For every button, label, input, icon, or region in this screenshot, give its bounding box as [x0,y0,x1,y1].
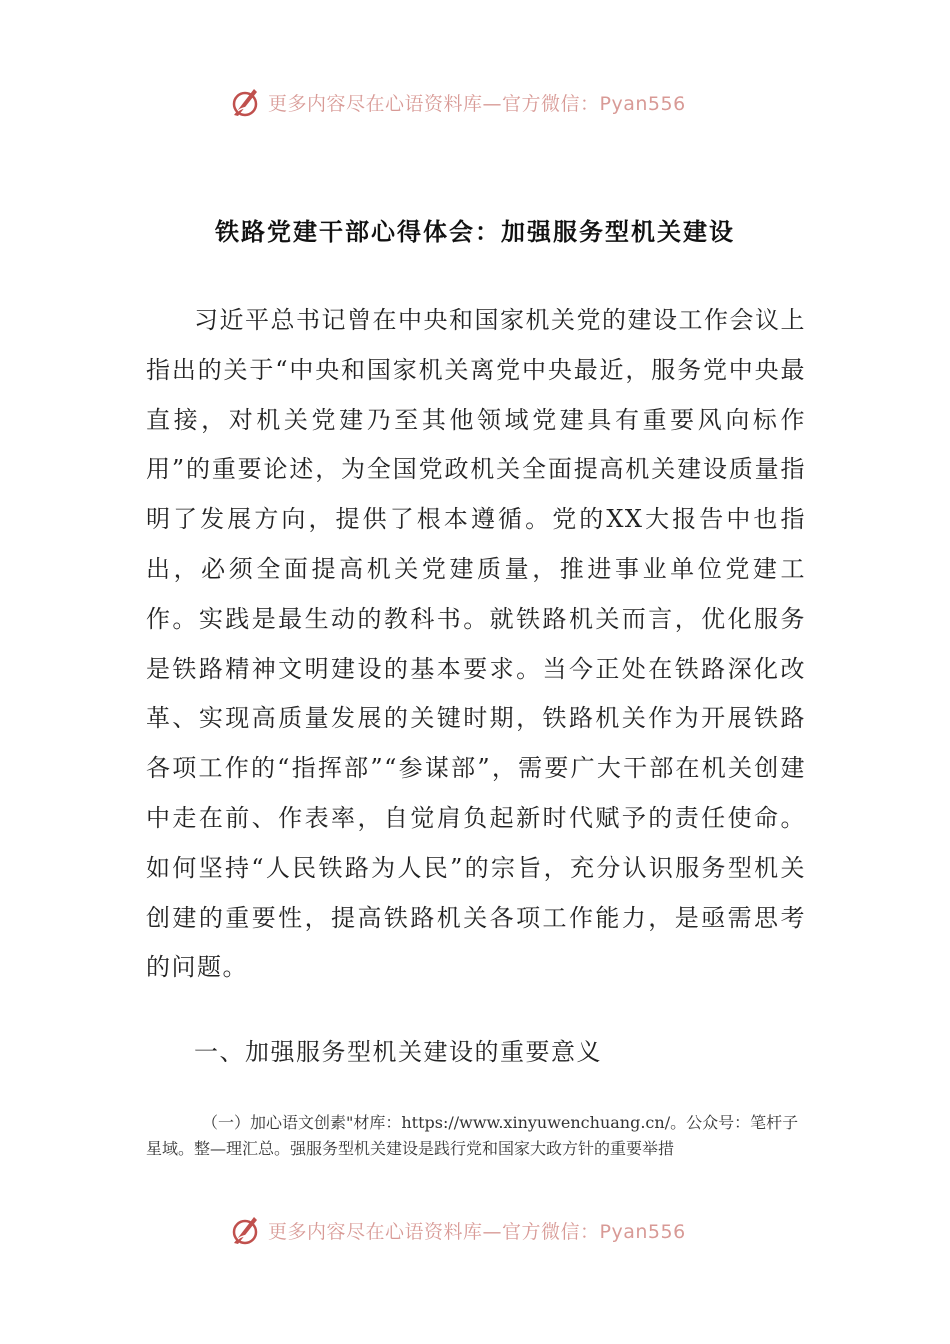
banner-text: 更多内容尽在心语资料库—官方微信：Pyan556 [268,92,686,115]
quill-pen-logo-icon [228,1213,262,1247]
banner-text: 更多内容尽在心语资料库—官方微信：Pyan556 [268,1220,686,1243]
footer-banner [228,1210,748,1250]
document-title: 铁路党建干部心得体会：加强服务型机关建设 [215,217,735,246]
quill-pen-logo-icon [228,85,262,119]
footnote-text: （一）加心语文创素"材库：https://www.xinyuwenchuang.cn/。公众号：笔杆子星域。整—理汇总。强服务型机关建设是践行党和国家大政方针的重要举措 [146,1113,799,1158]
body-paragraph: 习近平总书记曾在中央和国家机关党的建设工作会议上指出的关于“中央和国家机关离党中央最近，服务党中央最直接，对机关党建乃至其他领域党建具有重要风向标作用”的重要论述，为全国党政机关全面提高机关建设质量指明了发展方向，提供了根本遵循。党的XX大报告中也指出，必须全面提高机关党建质量，推进事业单位党建工作。实践是最生动的教科书。就铁路机关而言，优化服务是铁路精神文明建设的基本要求。当今正处在铁路深化改革、实现高质量发展的关键时期，铁路机关作为开展铁路各项工作的“指挥部”“参谋部”，需要广大干部在机关创建中走在前、作表率，自觉肩负起新时代赋予的责任使命。如何坚持“人民铁路为人民”的宗旨，充分认识服务型机关创建的重要性，提高铁路机关各项工作能力，是亟需思考的问题。 [146,306,806,982]
section-heading: 一、加强服务型机关建设的重要意义 [194,1038,602,1066]
header-banner [228,82,748,122]
